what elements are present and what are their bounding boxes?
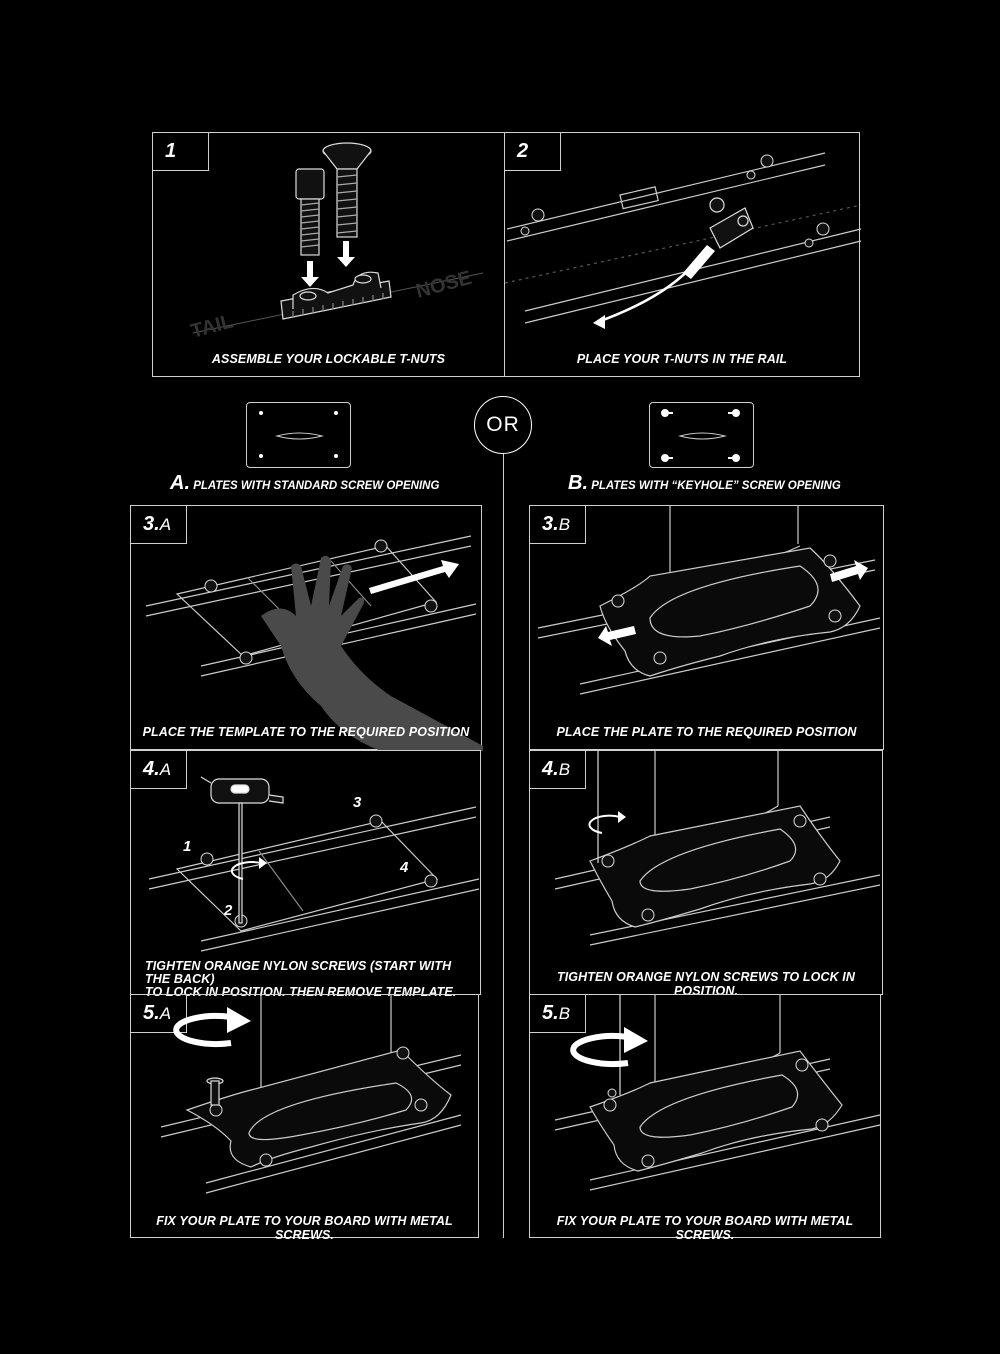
step-4b-panel: [529, 750, 883, 998]
screw-icon: [323, 143, 371, 237]
order-label-2: 2: [224, 902, 233, 919]
step-3a-number: 3. A: [131, 506, 187, 544]
screw-icon: [296, 169, 324, 255]
step-2-panel: [504, 132, 860, 377]
plate-placement-illustration: [530, 506, 885, 751]
standard-plate-icon: [246, 402, 351, 468]
order-label-3: 3: [353, 794, 362, 811]
step-1-panel: [152, 132, 505, 377]
step-4a-caption-line2: TO LOCK IN POSITION. THEN REMOVE TEMPLATE.: [145, 985, 457, 999]
option-a-label: A. PLATES WITH STANDARD SCREW OPENING: [170, 472, 440, 494]
order-label-4: 4: [400, 859, 409, 876]
step-4a-caption-line1: TIGHTEN ORANGE NYLON SCREWS (START WITH THE BACK): [145, 959, 452, 986]
arrow-down-icon: [337, 241, 355, 267]
options-divider: [503, 454, 504, 1238]
t-nut-icon: [710, 198, 753, 248]
step-4a-number: 4. A: [131, 751, 187, 789]
step-5b-number: 5. B: [530, 995, 586, 1033]
step-3b-panel: [529, 505, 884, 750]
rotate-arrow-icon: [176, 1016, 231, 1044]
tighten-plate-illustration: [530, 751, 884, 996]
step-3b-number: 3. B: [530, 506, 586, 544]
rotate-arrow-icon: [232, 862, 261, 879]
t-nut-icon: [281, 272, 391, 319]
step-3b-caption: PLACE THE PLATE TO THE REQUIRED POSITION: [556, 725, 857, 739]
step-1-number: 1: [153, 133, 209, 171]
template-placement-illustration: [131, 506, 483, 751]
step-5a-panel: [130, 994, 479, 1242]
hand-icon: [261, 556, 483, 751]
keyhole-plate-icon: [649, 402, 754, 468]
step-5a-number: 5. A: [131, 995, 187, 1033]
tail-label: TAIL: [188, 310, 236, 343]
step-5b-panel: [529, 994, 881, 1242]
step-5a-caption: FIX YOUR PLATE TO YOUR BOARD WITH METAL SCREWS.: [156, 1214, 453, 1242]
nose-label: NOSE: [413, 266, 475, 303]
step-2-number: 2: [505, 133, 561, 171]
rotate-arrow-icon: [589, 816, 620, 833]
arrow-down-icon: [301, 261, 319, 287]
step-1-caption: ASSEMBLE YOUR LOCKABLE T-NUTS: [211, 352, 446, 366]
rail-insertion-illustration: [505, 133, 861, 378]
or-badge: OR: [474, 396, 532, 454]
t-handle-key-icon: [201, 777, 283, 923]
option-b-label: B. PLATES WITH “KEYHOLE” SCREW OPENING: [568, 472, 841, 494]
fix-plate-left-illustration: [131, 995, 480, 1239]
step-2-caption: PLACE YOUR T-NUTS IN THE RAIL: [576, 352, 788, 366]
step-5b-caption: FIX YOUR PLATE TO YOUR BOARD WITH METAL SCREWS.: [556, 1214, 854, 1242]
order-label-1: 1: [183, 838, 192, 855]
fix-plate-right-illustration: [530, 995, 882, 1239]
step-4b-number: 4. B: [530, 751, 586, 789]
step-3a-panel: [130, 505, 482, 750]
step-4b-caption: TIGHTEN ORANGE NYLON SCREWS TO LOCK IN POSITION.: [556, 970, 856, 998]
step-4a-panel: [130, 750, 481, 999]
step-3a-caption: PLACE THE TEMPLATE TO THE REQUIRED POSITION: [142, 725, 470, 739]
t-nut-assembly-illustration: [153, 133, 506, 378]
